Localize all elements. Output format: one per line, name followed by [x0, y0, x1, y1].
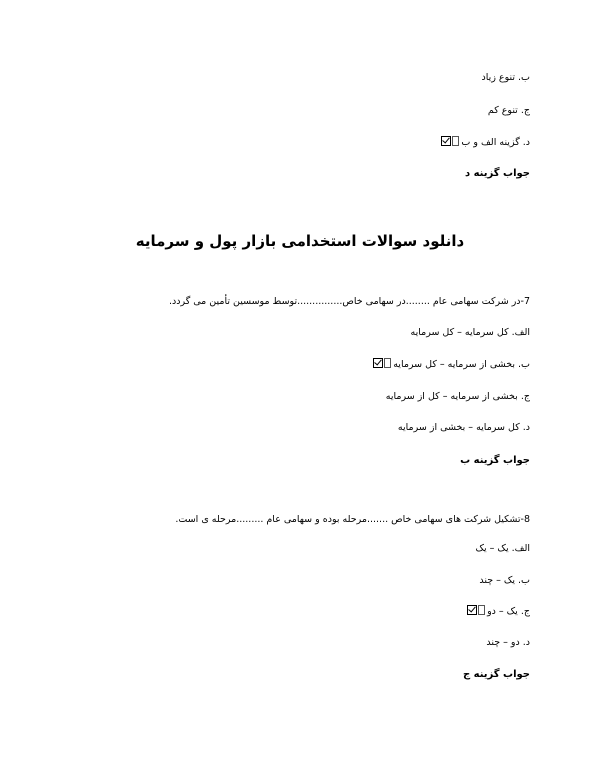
q7-option-b-line — [373, 358, 530, 372]
empty-box-icon — [452, 136, 459, 146]
option-text: ج. یک – دو — [487, 606, 530, 617]
q7-option-a-line — [410, 326, 530, 340]
answer-line — [465, 167, 530, 181]
q7-option-c-line — [386, 390, 530, 404]
option-text: د. دو – چند — [486, 637, 530, 648]
q7-answer-line — [460, 454, 530, 468]
q8-answer-line — [463, 668, 530, 682]
option-d-line — [441, 136, 530, 150]
option-text: ب. یک – چند — [479, 575, 530, 586]
question-8-text — [175, 513, 530, 527]
option-text: ج. تنوع کم — [487, 105, 530, 116]
answer-text: جواب گزینه د — [465, 168, 530, 179]
question-text: 8-تشکیل شرکت های سهامی خاص .......مرحله بوده و سهامی عام .........مرحله ی است. — [175, 514, 530, 525]
empty-box-icon — [478, 605, 485, 615]
page-heading: دانلود سوالات استخدامی بازار پول و سرمایه — [135, 232, 465, 250]
q8-option-a-line — [476, 542, 531, 556]
option-b-line — [482, 71, 530, 85]
option-text: الف. کل سرمایه – کل سرمایه — [410, 327, 530, 338]
question-7-text — [169, 295, 530, 309]
q8-option-d-line — [486, 636, 530, 650]
option-text: ب. بخشی از سرمایه – کل سرمایه — [393, 359, 530, 370]
answer-text: جواب گزینه ج — [462, 669, 530, 680]
option-text: الف. یک – یک — [475, 543, 530, 554]
option-text: د. کل سرمایه – بخشی از سرمایه — [397, 422, 530, 433]
checkbox-checked-icon — [373, 358, 383, 368]
option-c-line — [488, 104, 530, 118]
checkbox-checked-icon — [441, 136, 451, 146]
empty-box-icon — [384, 358, 391, 368]
answer-text: جواب گزینه ب — [460, 455, 530, 466]
option-text: ج. بخشی از سرمایه – کل از سرمایه — [385, 391, 530, 402]
question-text: 7-در شرکت سهامی عام ........در سهامی خاص...............توسط موسسین تأمین می گردد. — [168, 296, 530, 307]
option-text: ب. تنوع زیاد — [481, 72, 530, 83]
q7-option-d-line — [398, 421, 530, 435]
checkbox-checked-icon — [467, 605, 477, 615]
q8-option-b-line — [479, 574, 530, 588]
option-text: د. گزینه الف و ب — [461, 137, 530, 148]
q8-option-c-line — [467, 605, 530, 619]
